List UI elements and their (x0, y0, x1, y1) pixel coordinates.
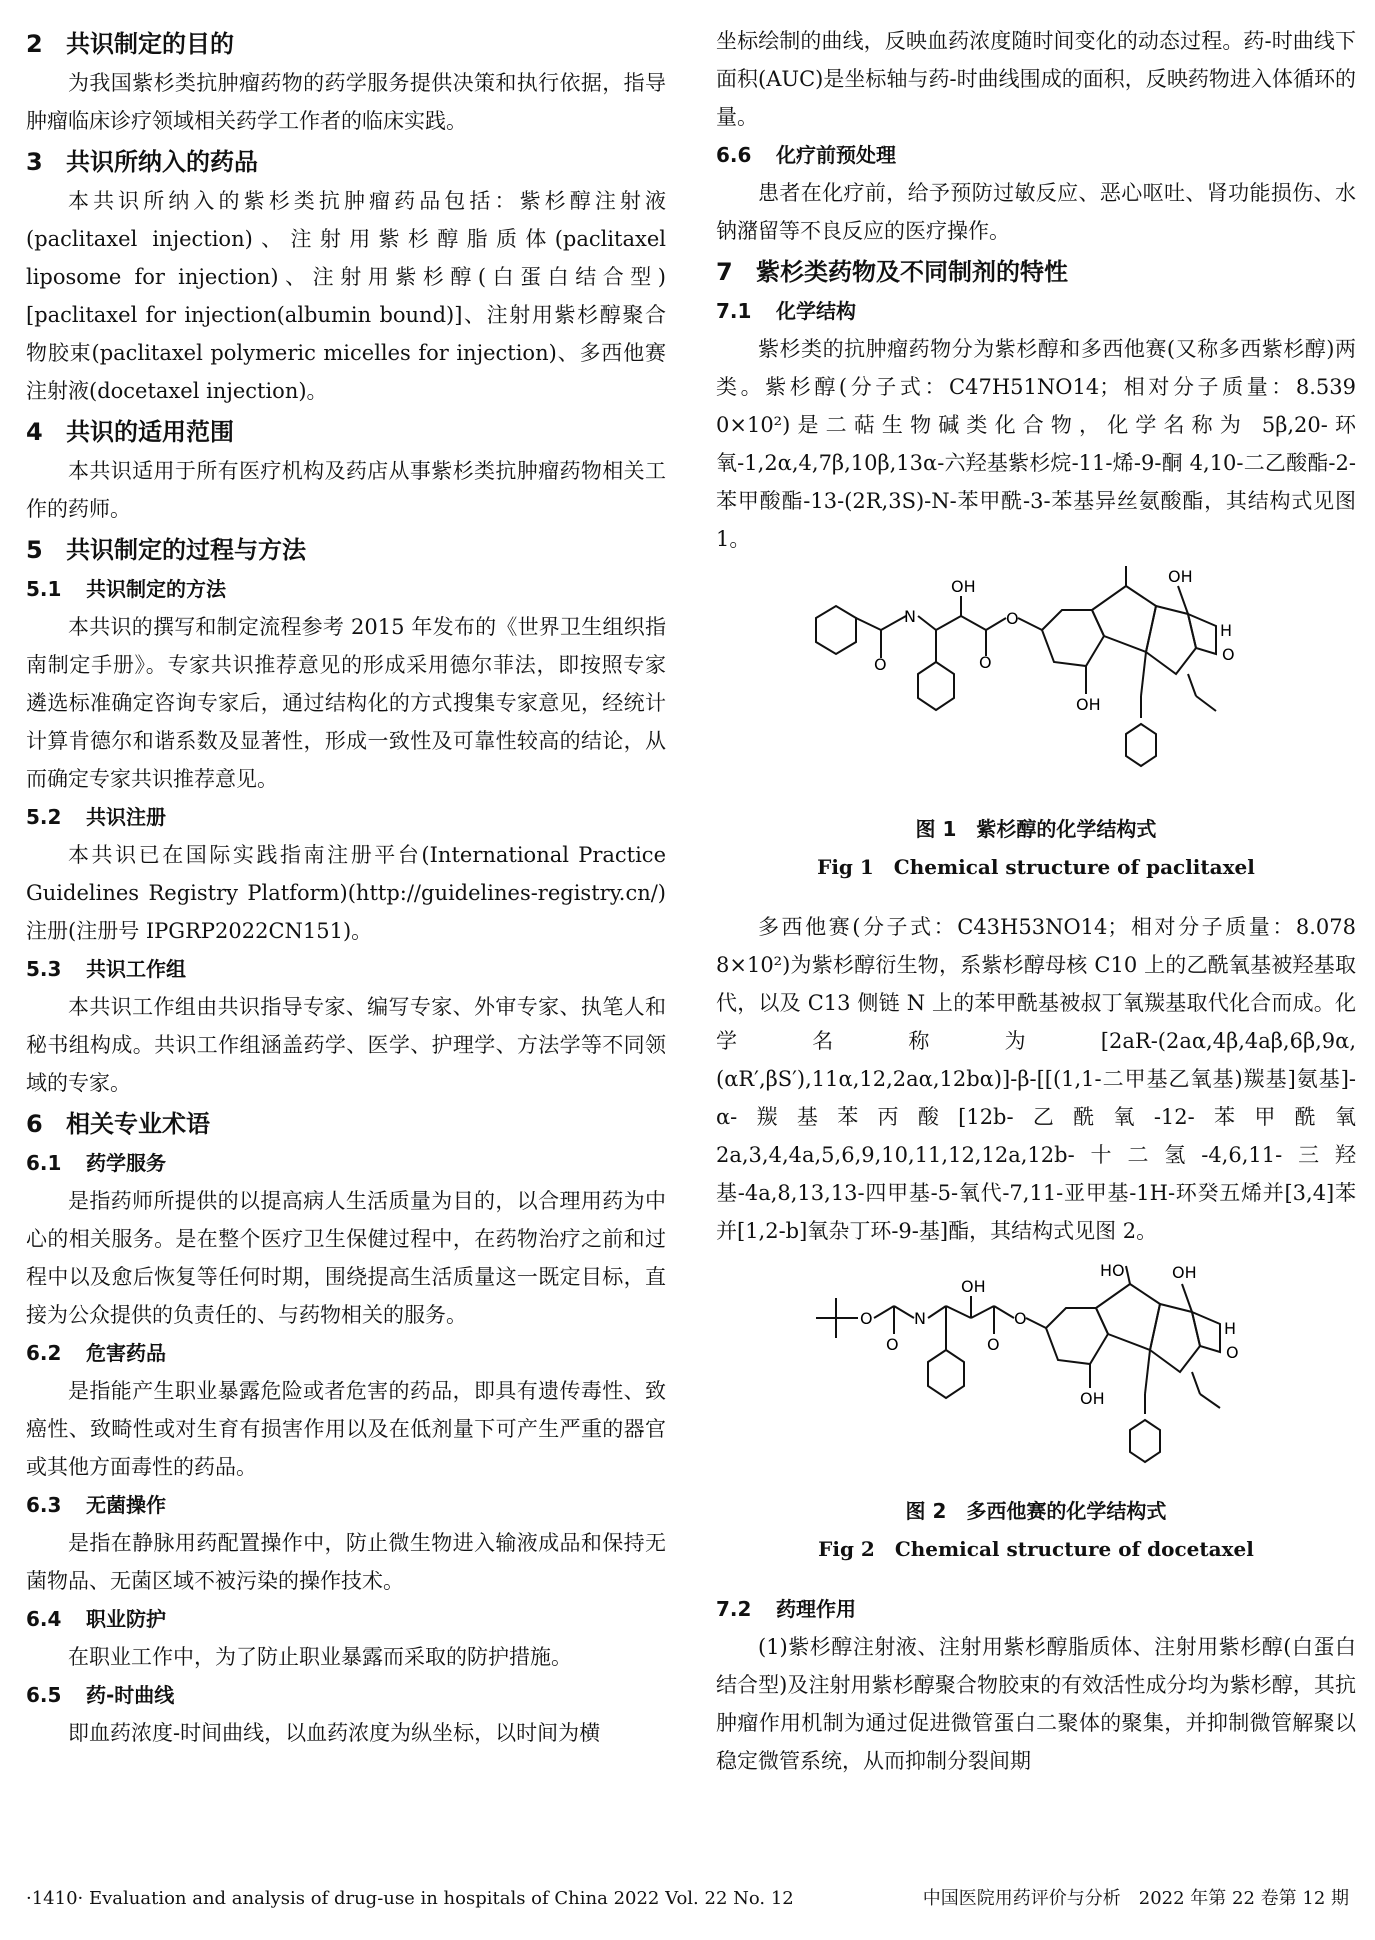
paragraph: 在职业工作中，为了防止职业暴露而采取的防护措施。 (68, 1645, 572, 1669)
paragraph: 为我国紫杉类抗肿瘤药物的药学服务提供决策和执行依据，指导肿瘤临床诊疗领域相关药学工作者的临床实践。 (26, 71, 666, 133)
atom-oh: OH (951, 577, 976, 596)
paragraph: 是指在静脉用药配置操作中，防止微生物进入输液成品和保持无菌物品、无菌区域不被污染的操作技术。 (26, 1531, 666, 1593)
figure-2 (716, 1258, 1356, 1568)
section-heading-6: 6 相关专业术语 (26, 1110, 210, 1138)
atom-o: O (979, 653, 992, 672)
atom-o: O (987, 1335, 1000, 1354)
left-column (26, 22, 666, 1752)
paragraph: 本共识工作组由共识指导专家、编写专家、外审专家、执笔人和秘书组构成。共识工作组涵盖药学、医学、护理学、方法学等不同领域的专家。 (26, 995, 666, 1095)
paragraph: 即血药浓度-时间曲线，以血药浓度为纵坐标，以时间为横 (68, 1721, 601, 1745)
atom-o: O (886, 1335, 899, 1354)
figure-1-caption-en: Fig 1 Chemical structure of paclitaxel (817, 855, 1255, 879)
figure-1 (716, 566, 1356, 886)
subsection-heading-5-1: 5.1 共识制定的方法 (26, 577, 226, 601)
atom-oh: OH (1080, 1389, 1105, 1408)
atom-n: N (904, 607, 916, 626)
paragraph: 是指能产生职业暴露危险或者危害的药品，即具有遗传毒性、致癌性、致畸性或对生育有损害作用以及在低剂量下可产生严重的器官或其他方面毒性的药品。 (26, 1379, 666, 1479)
atom-ho: HO (1100, 1261, 1125, 1280)
section-heading-5: 5 共识制定的过程与方法 (26, 536, 306, 564)
paragraph: 患者在化疗前，给予预防过敏反应、恶心呕吐、肾功能损伤、水钠潴留等不良反应的医疗操作。 (716, 181, 1356, 243)
subsection-heading-6-1: 6.1 药学服务 (26, 1151, 166, 1175)
section-heading-4: 4 共识的适用范围 (26, 418, 234, 446)
subsection-heading-6-4: 6.4 职业防护 (26, 1607, 166, 1631)
atom-o: O (1222, 645, 1235, 664)
atom-oh: OH (961, 1277, 986, 1296)
atom-h: H (1224, 1319, 1237, 1338)
atom-o: O (860, 1309, 873, 1328)
paragraph: 是指药师所提供的以提高病人生活质量为目的，以合理用药为中心的相关服务。是在整个医疗卫生保健过程中，在药物治疗之前和过程中以及愈后恢复等任何时期，围绕提高生活质量这一既定目标，直接为公众提供的负责任的、与药物相关的服务。 (26, 1189, 666, 1327)
atom-oh: OH (1168, 567, 1193, 586)
section-heading-7: 7 紫杉类药物及不同制剂的特性 (716, 258, 1068, 286)
footer-journal-en: ·1410· Evaluation and analysis of drug-use in hospitals of China 2022 Vol. 22 No. 12 (26, 1888, 794, 1909)
atom-oh: OH (1172, 1263, 1197, 1282)
paragraph-continued: 坐标绘制的曲线，反映血药浓度随时间变化的动态过程。药-时曲线下面积(AUC)是坐标轴与药-时曲线围成的面积，反映药物进入体循环的量。 (716, 29, 1356, 129)
paragraph: 多西他赛(分子式：C43H53NO14；相对分子质量：8.078 8×10²)为紫杉醇衍生物，系紫杉醇母核 C10 上的乙酰氧基被羟基取代，以及 C13 侧链 N 上的苯甲酰基被叔丁氧羰基取代化合而成。化学名称为[2aR-(2aα,4β,4aβ,6β,9α,(αR′,βS′),11α,12,2aα,12bα)]-β-[[(1,1-二甲基乙氧基)羰基]氨基]-α-羰基苯丙酸[12b-乙酰氧-12-苯甲酰氧 2a,3,4,4a,5,6,9,10,11,12,12a,12b-十二氢-4,6,11-三羟基-4a,8,13,13-四甲基-5-氧代-7,11-亚甲基-1H-环癸五烯并[3,4]苯并[1,2-b]氧杂丁环-9-基]酯，其结构式见图 2。 (716, 915, 1356, 1243)
subsection-heading-7-1: 7.1 化学结构 (716, 299, 856, 323)
subsection-heading-6-6: 6.6 化疗前预处理 (716, 143, 896, 167)
right-column (716, 22, 1356, 1780)
atom-n: N (914, 1309, 926, 1328)
atom-o: O (1014, 1309, 1027, 1328)
paragraph: 本共识所纳入的紫杉类抗肿瘤药品包括：紫杉醇注射液(paclitaxel injection)、注射用紫杉醇脂质体(paclitaxel liposome for injection)、注射用紫杉醇(白蛋白结合型)[paclitaxel for injection(albumin bound)]、注射用紫杉醇聚合物胶束(paclitaxel polymeric micelles for injection)、多西他赛注射液(docetaxel injection)。 (26, 189, 666, 403)
subsection-heading-7-2: 7.2 药理作用 (716, 1597, 856, 1621)
atom-oh: OH (1076, 695, 1101, 714)
subsection-heading-6-2: 6.2 危害药品 (26, 1341, 166, 1365)
docetaxel-structure (796, 1258, 1276, 1488)
paragraph: 本共识适用于所有医疗机构及药店从事紫杉类抗肿瘤药物相关工作的药师。 (26, 459, 666, 521)
section-heading-3: 3 共识所纳入的药品 (26, 148, 258, 176)
subsection-heading-5-3: 5.3 共识工作组 (26, 957, 186, 981)
figure-2-caption-cn: 图 2 多西他赛的化学结构式 (905, 1499, 1167, 1523)
subsection-heading-6-3: 6.3 无菌操作 (26, 1493, 166, 1517)
atom-h: H (1220, 621, 1233, 640)
figure-1-caption-cn: 图 1 紫杉醇的化学结构式 (915, 817, 1157, 841)
page-footer (26, 1886, 1349, 1912)
section-heading-2: 2 共识制定的目的 (26, 30, 234, 58)
paragraph: 本共识已在国际实践指南注册平台(International Practice Guidelines Registry Platform)(http://guidelines-registry.cn/)注册(注册号 IPGRP2022CN151)。 (26, 843, 666, 943)
atom-o: O (874, 655, 887, 674)
paragraph: 紫杉类的抗肿瘤药物分为紫杉醇和多西他赛(又称多西紫杉醇)两类。紫杉醇(分子式：C47H51NO14；相对分子质量：8.539 0×10²)是二萜生物碱类化合物，化学名称为 5β,20-环氧-1,2α,4,7β,10β,13α-六羟基紫杉烷-11-烯-9-酮 4,10-二乙酸酯-2-苯甲酸酯-13-(2R,3S)-N-苯甲酰-3-苯基异丝氨酸酯，其结构式见图 1。 (716, 337, 1356, 551)
subsection-heading-5-2: 5.2 共识注册 (26, 805, 166, 829)
paragraph: 本共识的撰写和制定流程参考 2015 年发布的《世界卫生组织指南制定手册》。专家共识推荐意见的形成采用德尔菲法，即按照专家遴选标准确定咨询专家后，通过结构化的方式搜集专家意见，经统计计算肯德尔和谐系数及显著性，形成一致性及可靠性较高的结论，从而确定专家共识推荐意见。 (26, 615, 666, 791)
atom-o: O (1006, 609, 1019, 628)
subsection-heading-6-5: 6.5 药-时曲线 (26, 1683, 175, 1707)
paclitaxel-structure (796, 566, 1276, 806)
footer-journal-cn: 中国医院用药评价与分析 2022 年第 22 卷第 12 期 (922, 1888, 1349, 1909)
figure-2-caption-en: Fig 2 Chemical structure of docetaxel (818, 1537, 1254, 1561)
atom-o: O (1226, 1343, 1239, 1362)
paragraph: (1)紫杉醇注射液、注射用紫杉醇脂质体、注射用紫杉醇(白蛋白结合型)及注射用紫杉醇聚合物胶束的有效活性成分均为紫杉醇，其抗肿瘤作用机制为通过促进微管蛋白二聚体的聚集，并抑制微管解聚以稳定微管系统，从而抑制分裂间期 (716, 1635, 1356, 1773)
